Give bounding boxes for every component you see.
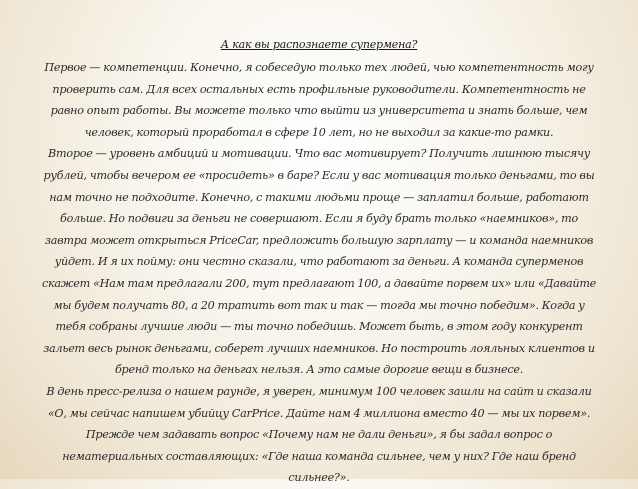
slide-body — [38, 38, 600, 489]
paragraph-motivation: Второе — уровень амбиций и мотивации. Что вас мотивирует? Получить лишнюю тысячу рублей, чтобы вечером ее «просидеть» в баре? Если у вас мотивация только деньгами, то вы нам точно не подходите. Конечно, с такими людьми проще — заплатил больше, работают больше. Но подвиги за деньги не совершают. Если я буду брать только «наемников», то завтра может открыться PriceCar, предложить большую зарплату — и команда наемников уйдет. И я их пойму: они честно сказали, что работают за деньги. А команда суперменов скажет «Нам там предлагали 200, тут предлагают 100, а давайте порвем их» или «Давайте мы будем получать 80, а 20 тратить вот так и так — тогда мы точно победим». Когда у тебя собраны лучшие люди — ты точно победишь. Может быть, в этом году конкурент зальет весь рынок деньгами, соберет лучших наемников. Но построить лояльных клиентов и бренд только на деньгах нельзя. А это самые дорогие вещи в бизнесе. — [41, 147, 597, 377]
slide-title: А как вы распознаете супермена? — [220, 38, 418, 51]
paragraph-press-release: В день пресс-релиза о нашем раунде, я уверен, минимум 100 человек зашли на сайт и сказали «О, мы сейчас напишем убийцу CarPrice. Дайте нам 4 миллиона вместо 40 — мы их порвем». Прежде чем задавать вопрос «Почему нам не дали деньги», я бы задал вопрос о нематериальных составляющих: «Где наша команда сильнее, чем у них? Где наш бренд сильнее?». — [46, 384, 592, 485]
paragraph-competence: Первое — компетенции. Конечно, я собеседую только тех людей, чью компетентность могу проверить сам. Для всех остальных есть профильные руководители. Компетентность не равно опыт работы. Вы можете только что выйти из университета и знать больше, чем человек, который проработал в сфере 10 лет, но не выходил за какие-то рамки. — [44, 61, 594, 139]
